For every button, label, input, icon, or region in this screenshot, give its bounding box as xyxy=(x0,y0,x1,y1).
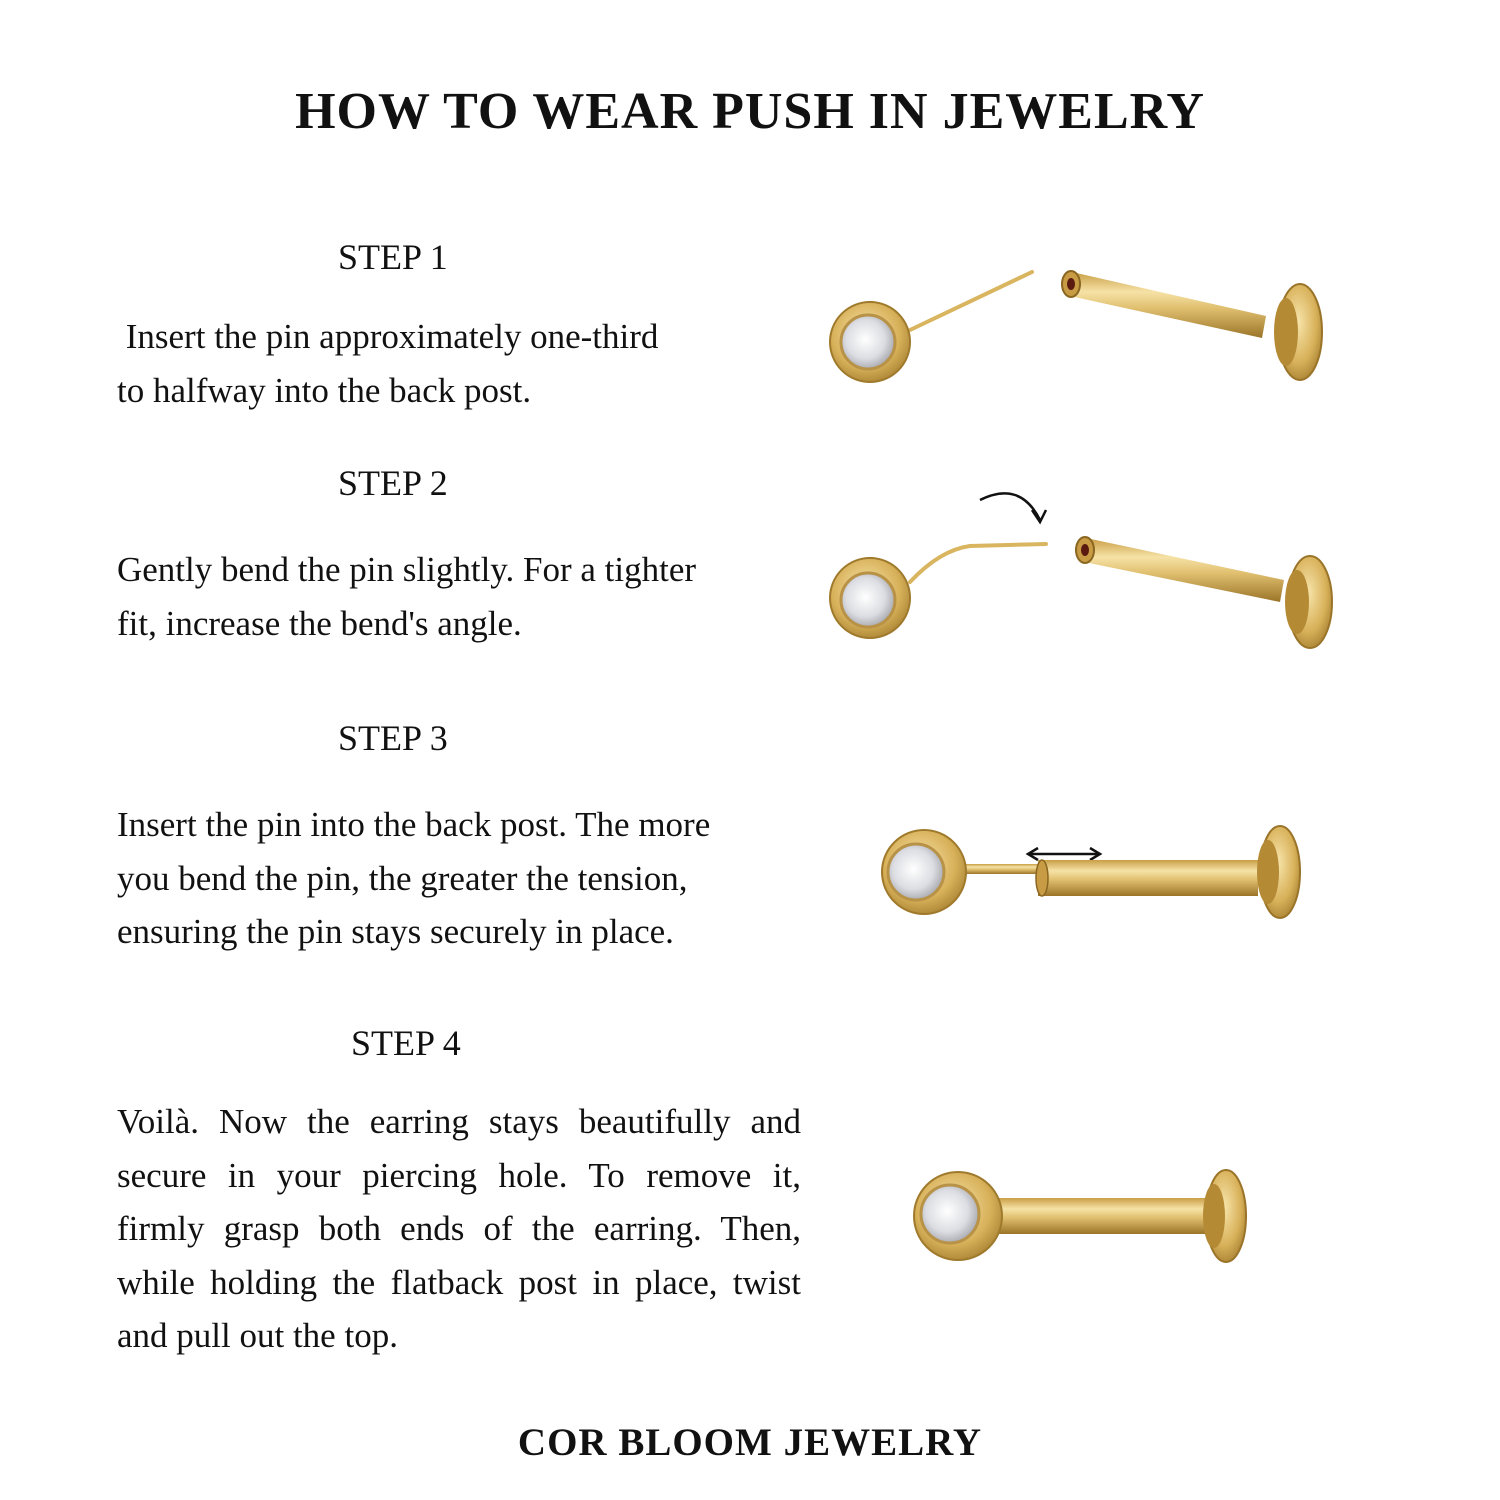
step-3-text: Insert the pin into the back post. The more you bend the pin, the greater the tension, ensuring the pin stays securely in place. xyxy=(117,805,711,951)
bezel-stud-icon xyxy=(830,544,1046,638)
step-2-label: STEP 2 xyxy=(338,463,448,503)
bezel-stud-icon xyxy=(830,272,1032,382)
brand-footer: COR BLOOM JEWELRY xyxy=(517,1421,983,1464)
step-4-text: Voilà. Now the earring stays beautifully and secure in your piercing hole. To remove it, firmly grasp both ends of the earring. Then, while holding the flatback post in place, twist and pull out the top. xyxy=(117,1102,801,1355)
bezel-stud-icon xyxy=(914,1172,1002,1260)
page-title: HOW TO WEAR PUSH IN JEWELRY xyxy=(295,83,1205,140)
step-1-illustration xyxy=(820,250,1340,400)
flatback-post-icon xyxy=(1062,271,1322,380)
step-4-illustration xyxy=(912,1162,1262,1272)
flatback-post-icon xyxy=(1076,537,1332,648)
step-3-label: STEP 3 xyxy=(338,718,448,758)
step-2-illustration xyxy=(820,480,1350,660)
curved-arrow-icon xyxy=(980,493,1046,522)
bezel-stud-icon xyxy=(882,830,966,914)
step-1-text: Insert the pin approximately one-third to halfway into the back post. xyxy=(117,317,659,410)
step-2-text: Gently bend the pin slightly. For a tighter fit, increase the bend's angle. xyxy=(117,550,697,643)
double-arrow-icon xyxy=(1028,848,1100,860)
step-4-label: STEP 4 xyxy=(351,1023,461,1063)
step-1-label: STEP 1 xyxy=(338,237,448,277)
step-3-illustration xyxy=(880,820,1320,940)
